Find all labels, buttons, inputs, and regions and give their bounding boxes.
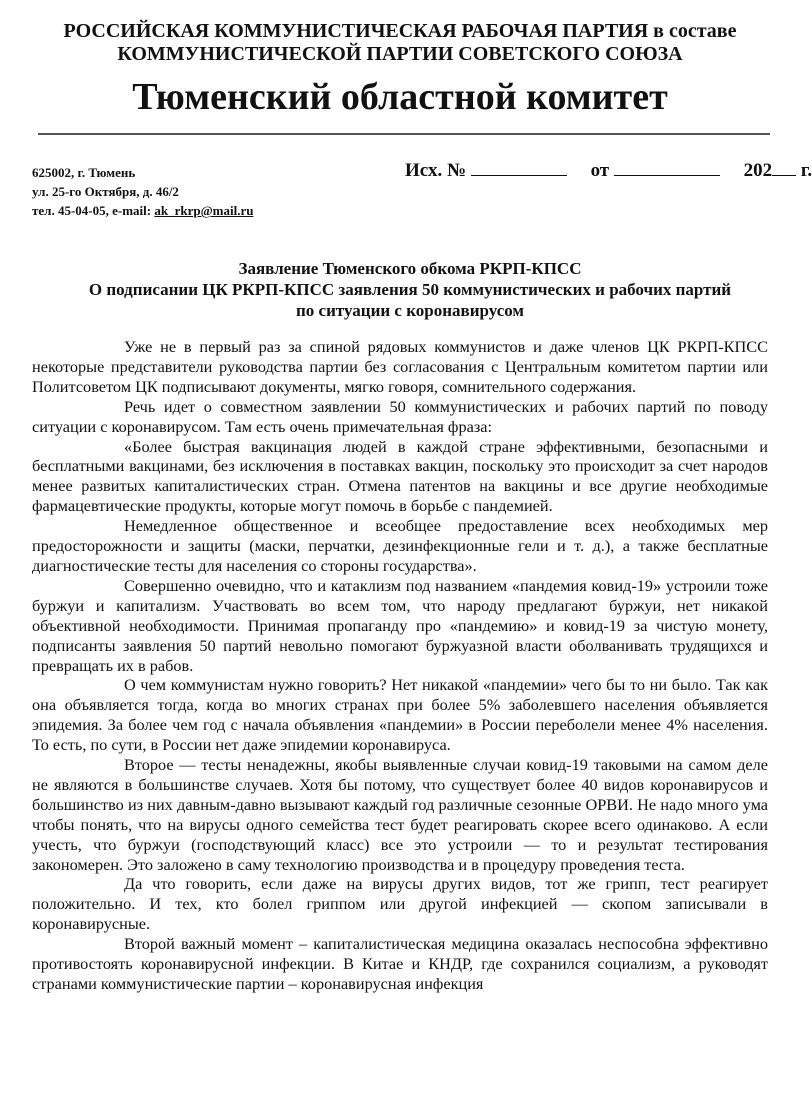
- statement-title-line3: по ситуации с коронавирусом: [295, 301, 525, 320]
- outgoing-date-blank: [614, 157, 720, 176]
- body-paragraph-4: О чем коммунистам нужно говорить? Нет никакой «пандемии» чего бы то ни было. Так как она объявляется тогда, когда во многих странах при более 5% заболевшего населения объявляется эпидемия. За более чем год с начала объявления «пандемии» в России переболели менее 4% населения. То есть, по сути, в России нет даже эпидемии коронавируса.: [32, 675, 768, 755]
- address-contacts: [32, 201, 372, 220]
- address-block: [32, 163, 372, 220]
- outgoing-date-label: от: [590, 160, 610, 181]
- body-quote-1: «Более быстрая вакцинация людей в каждой стране эффективными, безопасными и бесплатными вакцинами, без исключения в поставках вакцин, поскольку это происходит за счет народов менее развитых капиталистических стран. Отмена патентов на вакцины и все другие необходимые фармацевтические продукты, которые могут помочь в борьбе с пандемией.: [32, 436, 768, 516]
- outgoing-year-blank: [772, 157, 796, 176]
- body-paragraph-2: Речь идет о совместном заявлении 50 коммунистических и рабочих партий по поводу ситуации с коронавирусом. Там есть очень примечательная фраза:: [32, 396, 768, 436]
- statement-title-line1: Заявление Тюменского обкома РКРП-КПСС: [238, 259, 582, 278]
- email-link[interactable]: ak_rkrp@mail.ru: [154, 203, 254, 218]
- outgoing-number-line: [405, 157, 812, 183]
- statement-body: [32, 337, 768, 994]
- party-name-line1: РОССИЙСКАЯ КОММУНИСТИЧЕСКАЯ РАБОЧАЯ ПАРТИЯ в составе: [63, 20, 737, 42]
- outgoing-number-label: Исх. №: [405, 160, 467, 181]
- body-paragraph-6: Да что говорить, если даже на вирусы других видов, тот же грипп, тест реагирует положительно. И тех, кто болел гриппом или другой инфекцией — скопом записывали в коронавирусные.: [32, 874, 768, 934]
- body-paragraph-5: Второе — тесты ненадежны, якобы выявленные случаи ковид-19 таковыми на самом деле не являются в большинстве случаев. Хотя бы потому, что существует более 40 видов коронавирусов и большинство из них давным-давно вызывают каждый год различные сезонные ОРВИ. Не надо много ума чтобы понять, что на вирусы одного семейства тест будет реагировать скорее всего одинаково. А если учесть, что буржуи (господствующий класс) все это устроили — то и результат тестирования закономерен. Это заложено в саму технологию производства и в процедуру проведения теста.: [32, 755, 768, 874]
- party-header: [0, 20, 800, 66]
- outgoing-year: 202: [743, 160, 773, 181]
- committee-title: Тюменский областной комитет: [132, 76, 668, 118]
- outgoing-number-blank: [471, 157, 567, 176]
- phone-text: тел. 45-04-05, e-mail:: [32, 203, 155, 218]
- body-paragraph-3: Совершенно очевидно, что и катаклизм под названием «пандемия ковид-19» устроили тоже буржуи и капитализм. Участвовать во всем том, что народу предлагают буржуи, нет никакой объективной необходимости. Принимая пропаганду про «пандемию» и ковид-19 за чистую монету, подписанты заявления 50 партий невольно помогают буржуазной власти оболванивать трудящихся и превращать их в рабов.: [32, 575, 768, 675]
- body-paragraph-7: Второй важный момент – капиталистическая медицина оказалась неспособна эффективно противостоять коронавирусной инфекции. В Китае и КНДР, где сохранился социализм, а руководят странами коммунистические партии – коронавирусная инфекция: [32, 934, 768, 993]
- body-paragraph-1: Уже не в первый раз за спиной рядовых коммунистов и даже членов ЦК РКРП-КПСС некоторые представители руководства партии без согласования с Центральным комитетом партии или Политсоветом ЦК подписывают документы, мягко говоря, сомнительного содержания.: [32, 337, 768, 396]
- header-divider: [38, 133, 770, 135]
- address-city: 625002, г. Тюмень: [32, 165, 136, 180]
- body-quote-2: Немедленное общественное и всеобщее предоставление всех необходимых мер предосторожности и защиты (маски, перчатки, дезинфекционные гели и т. д.), а также бесплатные диагностические тесты для населения со стороны государства».: [32, 516, 768, 575]
- address-street: ул. 25-го Октября, д. 46/2: [32, 184, 179, 199]
- party-name-line2: КОММУНИСТИЧЕСКОЙ ПАРТИИ СОВЕТСКОГО СОЮЗА: [117, 43, 683, 65]
- statement-title: [40, 258, 780, 321]
- outgoing-year-suffix: г.: [800, 160, 812, 181]
- statement-title-line2: О подписании ЦК РКРП-КПСС заявления 50 коммунистических и рабочих партий: [88, 280, 732, 299]
